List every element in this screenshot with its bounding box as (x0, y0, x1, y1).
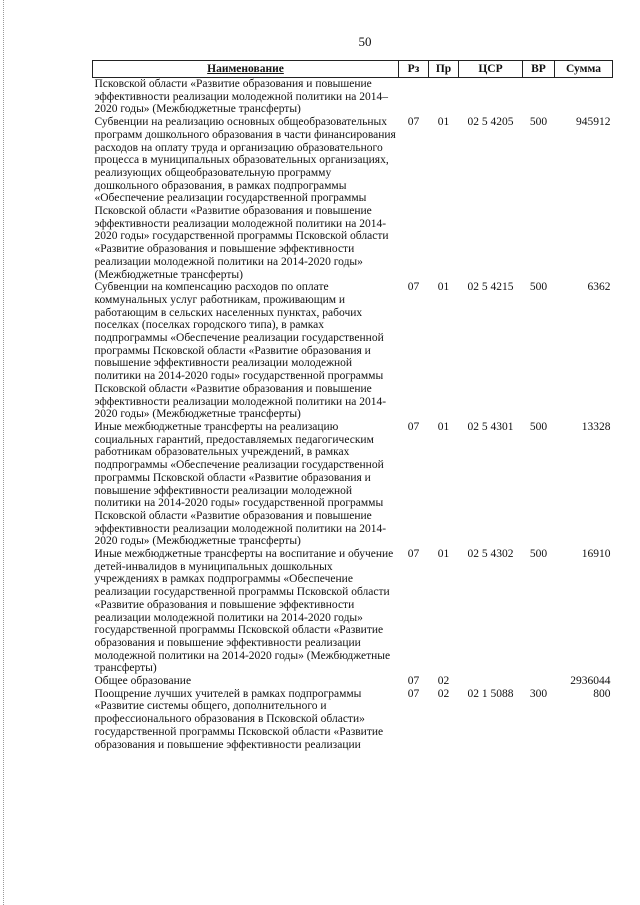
header-rz: Рз (399, 61, 429, 78)
row-vr (523, 78, 555, 117)
table-row (93, 281, 613, 421)
table-row (93, 116, 613, 281)
row-pr: 01 (437, 116, 450, 129)
row-rz: 07 (407, 420, 420, 433)
header-csr: ЦСР (459, 61, 523, 78)
header-vr: ВР (523, 61, 555, 78)
row-csr (459, 78, 523, 117)
row-sum-value: 6362 (587, 281, 611, 294)
page-number: 50 (358, 34, 372, 49)
row-sum-value: 945912 (576, 116, 611, 129)
row-rz: 07 (407, 675, 420, 688)
row-sum (555, 281, 613, 421)
row-sum (555, 78, 613, 117)
row-rz: 07 (407, 281, 420, 294)
row-name: Субвенции на реализацию основных общеобразовательных программ дошкольного образования в части финансирования расходов на оплату труда и организацию образовательного процесса в муниципальных образовательных организациях, реализующих общеобразовательную программу дошкольного образования, в рамках подпрограммы «Обеспечение реализации государственной программы Псковской области «Развитие образования и повышение эффективности реализации молодежной политики на 2014-2020 годы» государственной программы Псковской области «Развитие образования и повышение эффективности реализации молодежной политики на 2014-2020 годы» (Межбюджетные трансферты) (94, 116, 396, 281)
row-sum (555, 116, 613, 281)
row-name: Общее образование (94, 675, 192, 688)
row-pr: 01 (437, 548, 450, 561)
row-csr: 02 5 4215 (467, 281, 514, 294)
header-name: Наименование (93, 61, 399, 78)
row-vr (523, 675, 555, 688)
row-sum-value: 13328 (581, 420, 611, 433)
row-pr: 01 (437, 420, 450, 433)
table-row (93, 421, 613, 548)
row-csr: 02 5 4205 (467, 116, 514, 129)
row-sum-value: 2936044 (570, 675, 611, 688)
row-vr: 500 (529, 116, 548, 129)
row-pr: 01 (437, 281, 450, 294)
row-vr: 500 (529, 548, 548, 561)
row-name: Иные межбюджетные трансферты на воспитание и обучение детей-инвалидов в муниципальных дошкольных учреждениях в рамках подпрограммы «Обеспечение реализации государственной программы Псковской области «Развитие образования и повышение эффективности реализации молодежной политики на 2014-2020 годы» государственной программы Псковской области «Развитие образования и повышение эффективности реализации молодежной политики на 2014-2020 годы» (Межбюджетные трансферты) (94, 548, 394, 675)
row-csr: 02 5 4302 (467, 548, 514, 561)
table-row (93, 688, 613, 752)
header-sum: Сумма (555, 61, 613, 78)
row-name: Субвенции на компенсацию расходов по оплате коммунальных услуг работникам, проживающим и работающим в сельских населенных пунктах, рабочих поселках (поселках городского типа), в рамках подпрограммы «Обеспечение реализации государственной программы Псковской области «Развитие образования и повышение эффективности реализации молодежной политики на 2014-2020 годы» государственной программы Псковской области «Развитие образования и повышение эффективности реализации молодежной политики на 2014-2020 годы» (Межбюджетные трансферты) (94, 281, 387, 421)
table-row (93, 675, 613, 688)
row-name: Псковской области «Развитие образования и повышение эффективности реализации молодежной политики на 2014–2020 годы» (Межбюджетные трансферты) (94, 78, 388, 116)
row-sum (555, 688, 613, 752)
row-rz (399, 78, 429, 117)
scan-edge-mark (3, 0, 5, 905)
row-sum-value: 16910 (581, 548, 611, 561)
table-row (93, 548, 613, 675)
row-sum-value: 800 (593, 687, 611, 700)
row-pr: 02 (437, 675, 450, 688)
row-vr: 300 (529, 687, 548, 700)
row-pr: 02 (437, 687, 450, 700)
row-vr: 500 (529, 420, 548, 433)
row-rz: 07 (407, 116, 420, 129)
row-rz: 07 (407, 548, 420, 561)
row-sum (555, 675, 613, 688)
row-csr: 02 5 4301 (467, 420, 514, 433)
row-name: Иные межбюджетные трансферты на реализацию социальных гарантий, предоставляемых педагогическим работникам образовательных учреждений, в рамках подпрограммы «Обеспечение реализации государственной программы Псковской области «Развитие образования и повышение эффективности реализации молодежной политики на 2014-2020 годы» государственной программы Псковской области «Развитие образования и повышение эффективности реализации молодежной политики на 2014-2020 годы» (Межбюджетные трансферты) (94, 420, 387, 548)
budget-table (92, 60, 613, 751)
table-header-row (93, 61, 613, 78)
row-name: Поощрение лучших учителей в рамках подпрограммы «Развитие системы общего, дополнительного и профессионального образования в Псковской области» государственной программы Псковской области «Развитие образования и повышение эффективности реализации (94, 687, 384, 751)
row-sum (555, 421, 613, 548)
row-csr (459, 675, 523, 688)
row-pr (429, 78, 459, 117)
header-pr: Пр (429, 61, 459, 78)
row-rz: 07 (407, 687, 420, 700)
row-sum (555, 548, 613, 675)
row-csr: 02 1 5088 (467, 687, 514, 700)
row-vr: 500 (529, 281, 548, 294)
table-row (93, 78, 613, 117)
